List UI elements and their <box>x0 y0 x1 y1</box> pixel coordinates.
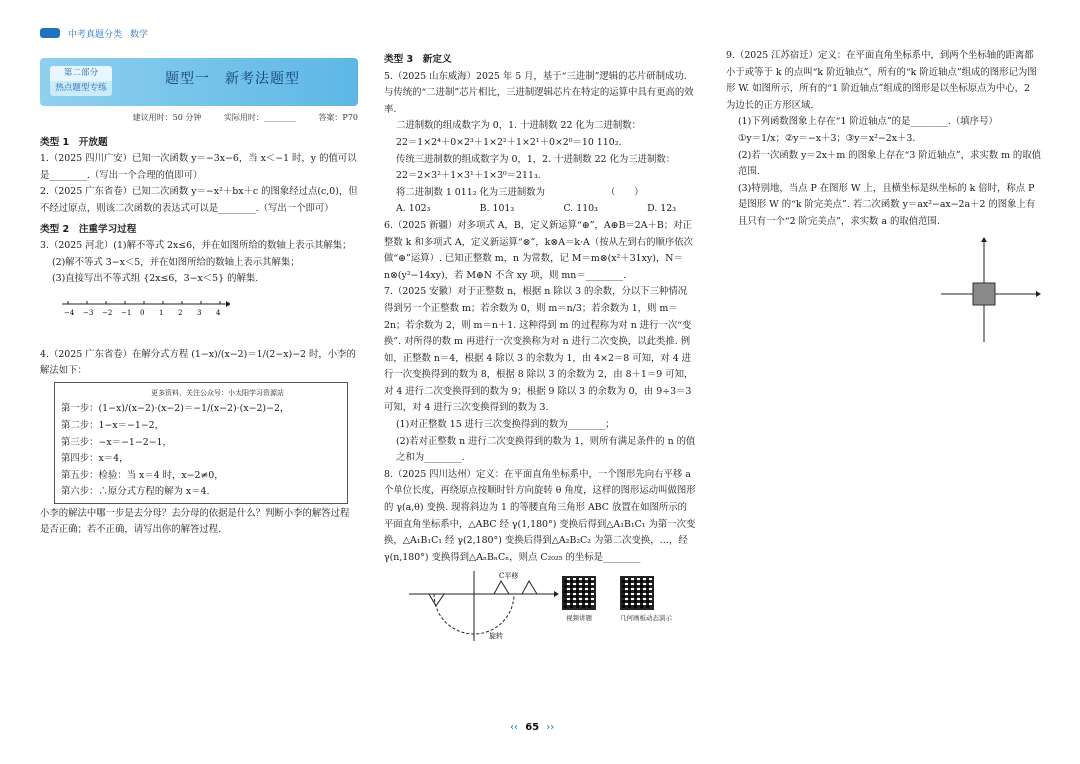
number-line-label: 3 <box>197 308 202 317</box>
q5-line-c: 22＝1×2⁴＋0×2³＋1×2²＋1×2¹＋0×2⁰＝10 110₂. <box>396 136 622 148</box>
q8-figure-row <box>384 566 696 644</box>
option-a: A. 102₃ <box>396 203 431 215</box>
option-d: D. 12₃ <box>647 203 676 215</box>
q7-part1: (1)对正整数 15 进行三次变换得到的数为________； <box>396 419 615 431</box>
q9-part1: (1)下列函数图象上存在“1 阶近轴点”的是________.（填序号） <box>738 116 998 128</box>
question-8: 8.（2025 四川达州）定义：在平面直角坐标系中，一个图形先向右平移 a 个单位长度，再绕原点按顺时针方向旋转 θ 角度，这样的图形运动叫做图形的 γ(a,θ) 变换. 现将斜边为 1 的等腰直角三角形 ABC 放置在如图所示的平面直角坐标系中，△ABC 经 γ(1,180°) 变换后得到△A₁B₁C₁ 为第一次变换，△A₁B₁C₁ 经 γ(2,180°) 变换后得到△A₂B₂C₂ 为第二次变换，…，经 γ(n,180°) 变换得到△AₙBₙCₙ，则点 C₂₀₂₅ 的坐标是________ <box>384 468 696 563</box>
solution-box <box>54 382 348 504</box>
column-middle <box>384 48 696 644</box>
q5-line-e: 22＝2×3²＋1×3¹＋1×3⁰＝211₃. <box>396 170 541 182</box>
section-banner <box>40 58 358 106</box>
number-line-label: −1 <box>121 308 132 317</box>
option-b: B. 101₃ <box>479 203 515 215</box>
qr-video[interactable]: 视频讲题 <box>562 576 596 627</box>
q7-part2: (2)若对正整数 n 进行二次变换得到的数为 1，则所有满足条件的 n 的值之和为________. <box>396 435 696 464</box>
q9-part3: (3)特别地，当点 P 在图形 W 上，且横坐标是纵坐标的 k 倍时，称点 P 是图形 W 的“k 阶完美点”. 若二次函数 y＝ax²−ax−2a＋2 的图象上有且只有一个“2 阶完美点”，求实数 a 的取值范围. <box>738 182 1036 227</box>
option-c: C. 110₃ <box>563 203 598 215</box>
rotate-label: 旋转 <box>489 632 503 641</box>
type3-heading: 类型 3 新定义 <box>384 54 452 65</box>
q9-part2: (2)若一次函数 y＝2x＋m 的图象上存在“3 阶近轴点”，求实数 m 的取值范围. <box>738 149 1042 178</box>
question-7: 7.（2025 安徽）对于正整数 n，根据 n 除以 3 的余数，分以下三种情况得到另一个正整数 m；若余数为 0，则 m＝n/3；若余数为 1，则 m＝2n；若余数为 2，则 m＝n＋1. 这种得到 m 的过程称为对 n 进行一次“变换”. 对所得的数 m 再进行一次变换称为对 n 进行二次变换，以此类推. 例如，正整数 n＝4，根据 4 除以 3 的余数为 1，由 4×2＝8 可知，对 4 进行一次变换得到的数为 8，根据 8 除以 3 的余数为 2，由 8＋1＝9 可知，对 4 进行二次变换得到的数为 9；根据 9 除以 3 的余数为 0，由 9÷3＝3 可知，对 4 进行三次变换得到的数为 3. <box>384 286 694 414</box>
q5-line-d: 传统三进制数的组成数字为 0，1，2. 十进制数 22 化为三进制数： <box>396 153 676 165</box>
q5-options <box>384 201 696 218</box>
qr-code-icon[interactable] <box>562 576 596 610</box>
section-title: 题型一 新考法题型 <box>165 71 300 87</box>
type1-heading: 类型 1 开放题 <box>40 136 108 148</box>
subject-name: 数学 <box>130 29 149 40</box>
question-3-part3: (3)直接写出不等式组 {2x≤6，3−x＜5} 的解集. <box>52 273 259 285</box>
q9-part1-options: ①y＝1/x；②y＝−x＋3；③y＝x²−2x＋3. <box>738 132 916 144</box>
next-arrow-icon: ›› <box>546 722 555 733</box>
question-1: 1.（2025 四川广安）已知一次函数 y＝−3x−6，当 x＜−1 时，y 的值可以是________.（写出一个合理的值即可） <box>40 153 357 181</box>
question-9: 9.（2025 江苏宿迁）定义：在平面直角坐标系中，到两个坐标轴的距离都小于或等于 k 的点叫“k 阶近轴点”，所有的“k 阶近轴点”组成的图形记为图形 W. 如图所示，所有的“1 阶近轴点”组成的图形是以坐标原点为中心，2 为边长的正方形区域. <box>726 50 1037 111</box>
brand-name: 中考真题分类 <box>68 29 123 40</box>
question-4: 4.（2025 广东省卷）在解分式方程 (1−x)/(x−2)＝1/(2−x)−2 时，小李的解法如下： <box>40 348 356 377</box>
question-3: 3.（2025 河北）(1)解不等式 2x≤6，并在如图所给的数轴上表示其解集； <box>40 240 352 252</box>
translate-label: C平移 <box>499 572 519 581</box>
column-right <box>726 48 1042 353</box>
step-6: 第六步：∴原分式方程的解为 x＝4. <box>61 486 210 498</box>
number-line <box>60 296 230 318</box>
qr-code-icon[interactable] <box>620 576 654 610</box>
step-4: 第四步：x＝4， <box>61 453 129 465</box>
number-line-label: −4 <box>64 308 75 317</box>
q5-line-f: 将二进制数 1 011₂ 化为三进制数为 （ ） <box>396 186 644 198</box>
time-meta: 建议用时：50 分钟 实际用时：________ 答案：P70 <box>132 113 358 122</box>
question-3-part2: (2)解不等式 3−x＜5，并在如图所给的数轴上表示其解集； <box>52 256 300 268</box>
step-2: 第二步：1−x＝−1−2， <box>61 419 164 431</box>
q5-line-b: 二进制数的组成数字为 0，1. 十进制数 22 化为二进制数： <box>396 120 642 132</box>
number-line-label: −3 <box>83 308 94 317</box>
type2-heading: 类型 2 注重学习过程 <box>40 223 137 235</box>
square-region-figure <box>936 237 1046 347</box>
question-2: 2.（2025 广东省卷）已知二次函数 y＝−x²＋bx＋c 的图象经过点(c,0)，但不经过原点，则该二次函数的表达式可以是________.（写出一个即可） <box>40 186 358 214</box>
number-line-label: 1 <box>159 308 164 317</box>
page-footer <box>510 722 554 733</box>
box-note: 更多资料，关注公众号：小太阳学习资源站 <box>151 388 284 397</box>
question-6: 6.（2025 新疆）对多项式 A，B，定义新运算“⊕”，A⊕B＝2A＋B；对正整数 k 和多项式 A，定义新运算“⊗”，k⊗A＝k·A（按从左到右的顺序依次做“⊕”运算）. 已知正整数 m，n 为常数，记 M＝m⊗(x²＋31xy)，N＝n⊗(y²−14xy)，若 M⊕N 不含 xy 项，则 mn＝________. <box>384 219 693 281</box>
question-5: 5.（2025 山东威海）2025 年 5 月，基于“三进制”逻辑的芯片研制成功. 与传统的“二进制”芯片相比，三进制逻辑芯片在特定的运算中具有更高的效率. <box>384 70 694 115</box>
part-tag: 第二部分 热点题型专练 <box>50 66 112 96</box>
step-5: 第五步：检验：当 x＝4 时，x−2≠0， <box>61 469 224 481</box>
step-3: 第三步：−x＝−1−2−1， <box>61 436 172 448</box>
number-line-label: 0 <box>140 308 145 317</box>
column-left <box>40 48 358 539</box>
number-line-label: 4 <box>216 308 221 317</box>
top-header <box>40 26 148 40</box>
prev-arrow-icon: ‹‹ <box>510 722 518 733</box>
step-1: 第一步：(1−x)/(x−2)·(x−2)＝−1/(x−2)·(x−2)−2， <box>61 403 290 415</box>
qr-geometry[interactable]: 几何画板动态演示 <box>620 576 672 627</box>
number-line-label: −2 <box>102 308 113 317</box>
question-4-ask: 小李的解法中哪一步是去分母？去分母的依据是什么？判断小李的解答过程是否正确；若不正确，请写出你的解答过程. <box>40 507 350 536</box>
brand-logo-icon <box>40 28 60 38</box>
page-number: 65 <box>525 722 540 733</box>
number-line-label: 2 <box>178 308 183 317</box>
transform-figure <box>404 566 564 644</box>
